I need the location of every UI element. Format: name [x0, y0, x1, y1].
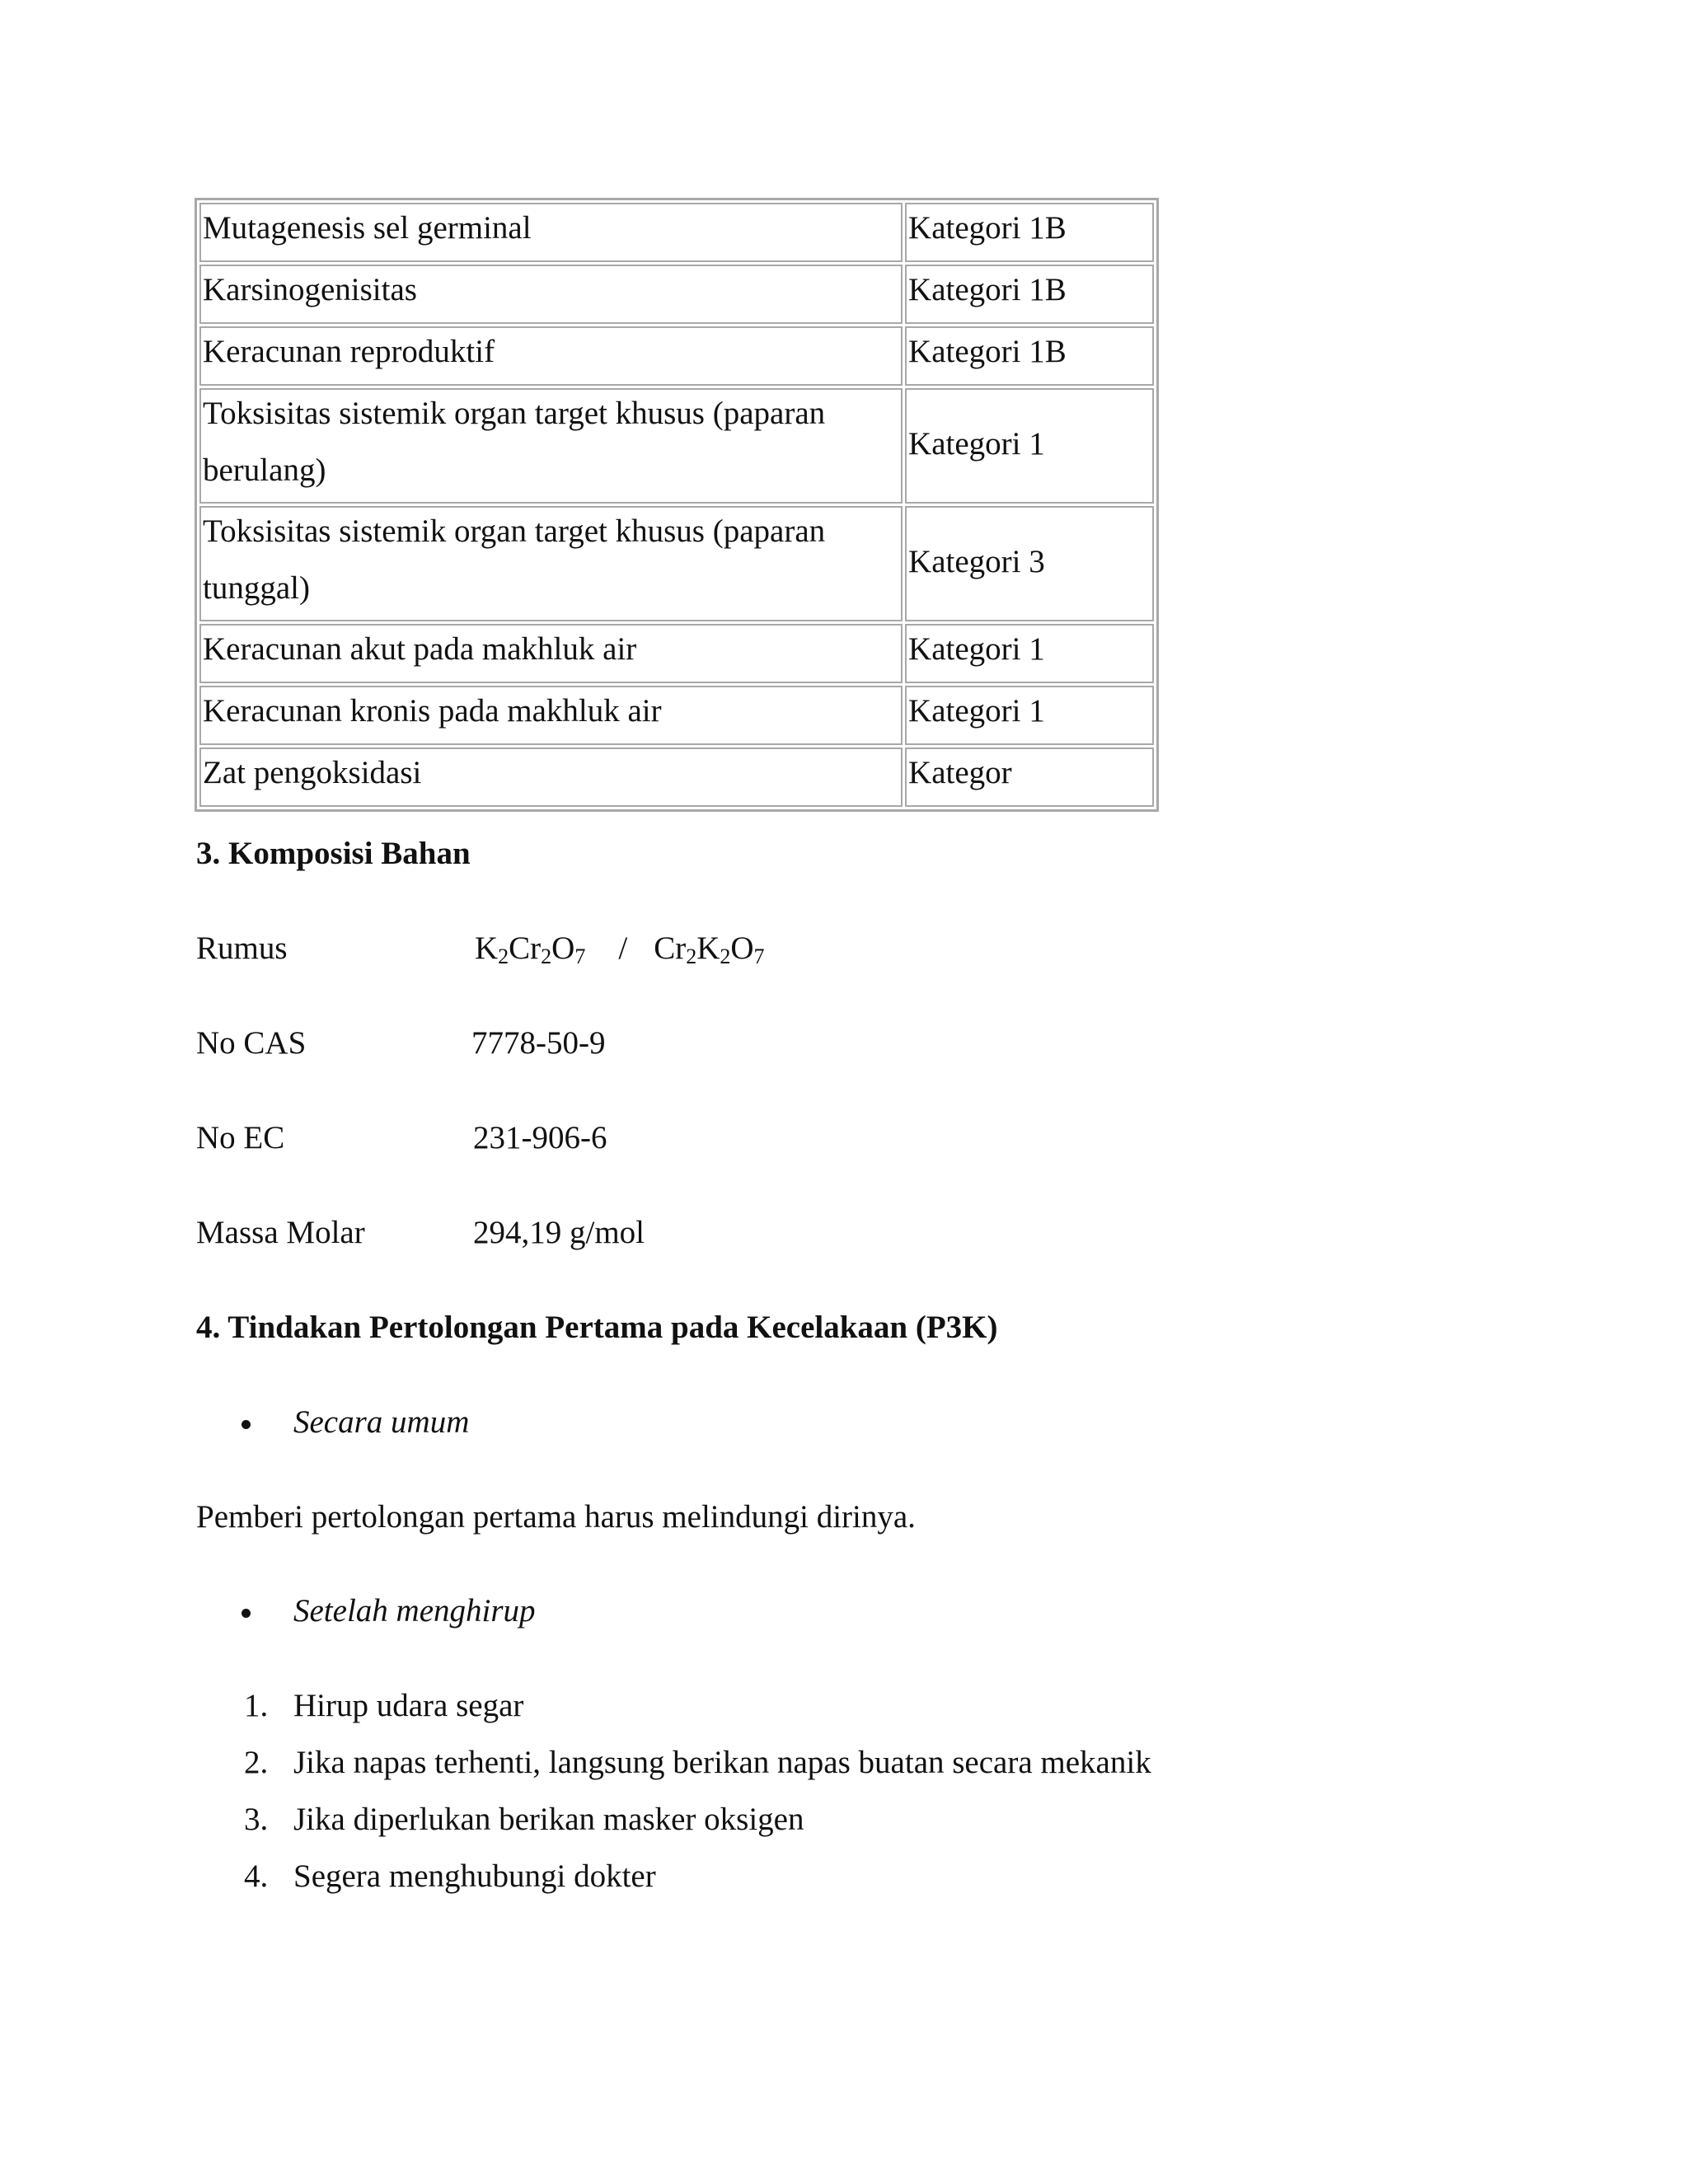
list-marker: 2. [244, 1745, 269, 1780]
bullet-icon [241, 1609, 251, 1618]
hazard-name-cell [199, 388, 903, 504]
table-row [199, 203, 1154, 262]
formula-label: Rumus [196, 930, 288, 966]
formula-value [475, 928, 765, 969]
cas-value: 7778-50-9 [471, 1025, 606, 1061]
section-4-heading: 4. Tindakan Pertolongan Pertama pada Kecelakaan (P3K) [196, 1310, 998, 1345]
hazard-category: Kategori 1 [908, 693, 1045, 729]
hazard-category-cell [905, 748, 1154, 807]
hazard-name-cell [199, 326, 903, 386]
hazard-category-cell [905, 203, 1154, 262]
hazard-name-cell [199, 265, 903, 324]
list-marker: 3. [244, 1802, 269, 1837]
ec-label: No EC [196, 1120, 285, 1155]
hazard-name-cell [199, 686, 903, 745]
hazard-category: Kategori 1B [908, 210, 1067, 246]
hazard-name: Keracunan reproduktif [203, 334, 495, 369]
hazard-name: Mutagenesis sel germinal [203, 210, 532, 246]
bullet-inhale-text: Setelah menghirup [293, 1593, 536, 1629]
hazard-name: Keracunan kronis pada makhluk air [203, 693, 662, 729]
cas-label: No CAS [196, 1025, 307, 1061]
bullet-icon [241, 1420, 251, 1429]
list-marker: 1. [244, 1688, 269, 1723]
table-row [199, 748, 1154, 807]
hazard-category: Kategori 1 [908, 425, 1045, 462]
hazard-name: Karsinogenisitas [203, 272, 417, 307]
hazard-category: Kategori 1 [908, 631, 1045, 667]
molar-mass-label: Massa Molar [196, 1215, 365, 1250]
list-marker: 4. [244, 1858, 269, 1894]
ec-value: 231-906-6 [473, 1120, 607, 1155]
formula-b: $Cr_2K_2O_7$ [654, 930, 765, 968]
hazard-name-cell [199, 624, 903, 683]
hazard-name: Toksisitas sistemik organ target khusus (paparan berulang) [203, 396, 826, 488]
table-row [199, 506, 1154, 621]
hazard-classification-table [195, 198, 1159, 812]
hazard-name-cell [199, 506, 903, 621]
hazard-category: Kategor [908, 755, 1012, 790]
formula-a: $K_2Cr_2O_7$ [475, 930, 586, 968]
hazard-category: Kategori 1B [908, 334, 1067, 369]
hazard-name: Toksisitas sistemik organ target khusus (paparan tunggal) [203, 513, 826, 606]
list-item-text: Jika napas terhenti, langsung berikan napas buatan secara mekanik [293, 1745, 1151, 1780]
hazard-category-cell [905, 326, 1154, 386]
hazard-name-cell [199, 203, 903, 262]
hazard-category: Kategori 1B [908, 272, 1067, 307]
hazard-name: Zat pengoksidasi [203, 755, 422, 790]
hazard-category-cell [905, 265, 1154, 324]
list-item-text: Segera menghubungi dokter [293, 1858, 656, 1894]
section-3-heading: 3. Komposisi Bahan [196, 836, 471, 871]
list-item-text: Hirup udara segar [293, 1688, 524, 1723]
hazard-category: Kategori 3 [908, 543, 1045, 579]
formula-separator: / [618, 930, 628, 966]
table-row [199, 326, 1154, 386]
table-row [199, 388, 1154, 504]
hazard-category-cell [905, 388, 1154, 504]
hazard-name: Keracunan akut pada makhluk air [203, 631, 637, 667]
table-row [199, 265, 1154, 324]
molar-mass-value: 294,19 g/mol [473, 1215, 645, 1250]
hazard-category-cell [905, 506, 1154, 621]
table-row [199, 624, 1154, 683]
hazard-category-cell [905, 686, 1154, 745]
hazard-category-cell [905, 624, 1154, 683]
general-paragraph: Pemberi pertolongan pertama harus melindungi dirinya. [196, 1499, 916, 1535]
bullet-general-text: Secara umum [293, 1404, 470, 1440]
hazard-name-cell [199, 748, 903, 807]
table-row [199, 686, 1154, 745]
list-item-text: Jika diperlukan berikan masker oksigen [293, 1802, 804, 1837]
